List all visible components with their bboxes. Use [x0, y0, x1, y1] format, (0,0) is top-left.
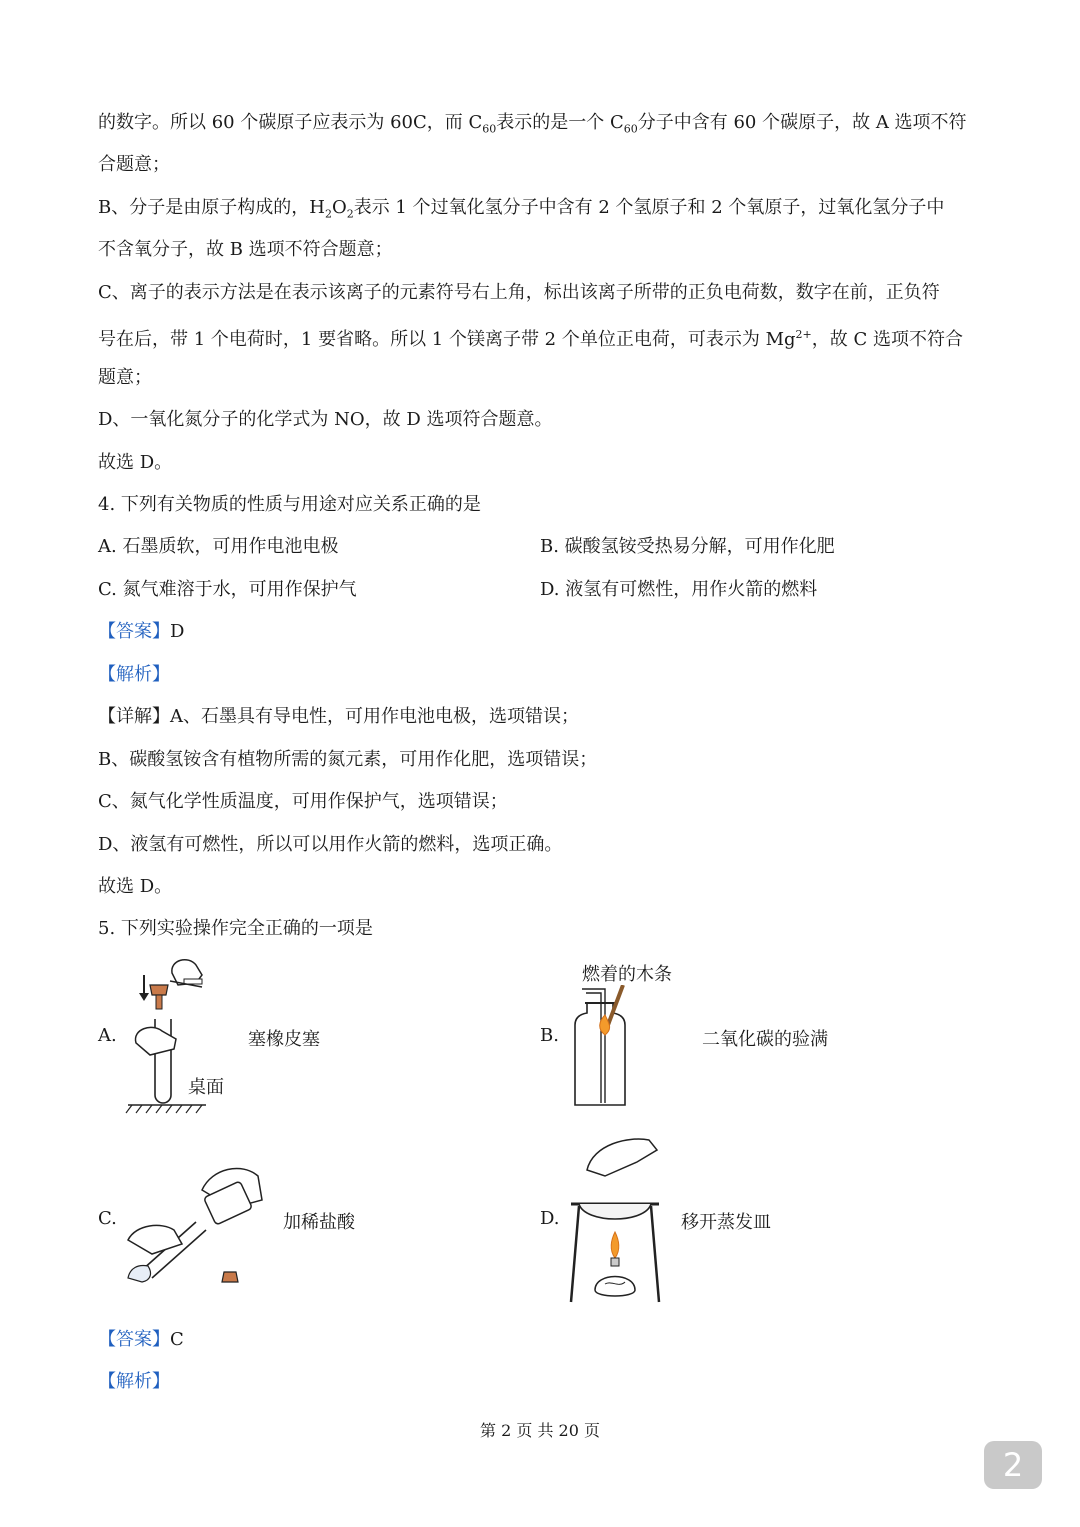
text-line: 号在后，带 1 个电荷时，1 要省略。所以 1 个镁离子带 2 个单位正电荷，可表示为 $Mg^{2+}$，故 C 选项不符合 — [98, 328, 963, 350]
q4-option-d: D. 液氢有可燃性，用作火箭的燃料 — [540, 579, 818, 600]
q4-conclusion: 故选 D。 — [98, 876, 173, 897]
q4-detail-b: B、碳酸氢铵含有植物所需的氮元素，可用作化肥，选项错误； — [98, 749, 598, 770]
q4-option-c: C. 氮气难溶于水，可用作保护气 — [98, 579, 357, 600]
q5-answer: 【答案】C — [98, 1329, 184, 1350]
pour-acid-figure — [122, 1160, 272, 1285]
text-line: C、离子的表示方法是在表示该离子的元素符号右上角，标出该离子所带的正负电荷数，数字在前，正负符 — [98, 282, 940, 303]
q4-option-b: B. 碳酸氢铵受热易分解，可用作化肥 — [540, 536, 835, 557]
burning-splint-label: 燃着的木条 — [582, 964, 672, 985]
page-footer: 第 2 页 共 20 页 — [480, 1421, 600, 1440]
q5-option-d-letter: D. — [540, 1208, 560, 1229]
text-line: 不含氧分子，故 B 选项不符合题意； — [98, 239, 393, 260]
q5-analysis-tag: 【解析】 — [98, 1371, 170, 1392]
question-4-stem: 4. 下列有关物质的性质与用途对应关系正确的是 — [98, 494, 481, 515]
question-5-stem: 5. 下列实验操作完全正确的一项是 — [98, 918, 373, 939]
q5-option-b-caption: 二氧化碳的验满 — [702, 1029, 828, 1050]
q5-option-d-caption: 移开蒸发皿 — [681, 1212, 771, 1233]
q4-answer: 【答案】D — [98, 621, 185, 642]
q4-analysis-tag: 【解析】 — [98, 664, 170, 685]
text-line: D、一氧化氮分子的化学式为 NO，故 D 选项符合题意。 — [98, 409, 553, 430]
q4-detail-c: C、氮气化学性质温度，可用作保护气，选项错误； — [98, 791, 508, 812]
text-line: 合题意； — [98, 154, 170, 175]
q4-detail-a: 【详解】A、石墨具有导电性，可用作电池电极，选项错误； — [98, 706, 579, 727]
q5-option-c-letter: C. — [98, 1208, 117, 1229]
text-line: 题意； — [98, 367, 152, 388]
answer-tag: 【答案】 — [98, 1329, 170, 1350]
evaporating-dish-figure — [565, 1130, 665, 1308]
q5-option-c-caption: 加稀盐酸 — [283, 1212, 355, 1233]
gas-bottle-figure — [565, 985, 635, 1110]
q5-option-a-caption: 塞橡皮塞 — [248, 1029, 320, 1050]
desk-label: 桌面 — [188, 1077, 224, 1098]
text-line: B、分子是由原子构成的，$H_2O_2$表示 1 个过氧化氢分子中含有 2 个氢原子和 2 个氧原子，过氧化氢分子中 — [98, 197, 945, 221]
detail-tag: 【详解】 — [98, 706, 170, 727]
text-line: 的数字。所以 60 个碳原子应表示为 60C，而 $C_{60}$表示的是一个 $C_{60}$分子中含有 60 个碳原子，故 A 选项不符 — [98, 112, 967, 136]
page-number-badge: 2 — [984, 1441, 1042, 1489]
text-line: 故选 D。 — [98, 452, 173, 473]
q5-option-b-letter: B. — [540, 1025, 559, 1046]
q5-option-a-letter: A. — [98, 1025, 117, 1046]
q4-detail-d: D、液氢有可燃性，所以可以用作火箭的燃料，选项正确。 — [98, 834, 563, 855]
answer-tag: 【答案】 — [98, 621, 170, 642]
q4-option-a: A. 石墨质软，可用作电池电极 — [98, 536, 339, 557]
